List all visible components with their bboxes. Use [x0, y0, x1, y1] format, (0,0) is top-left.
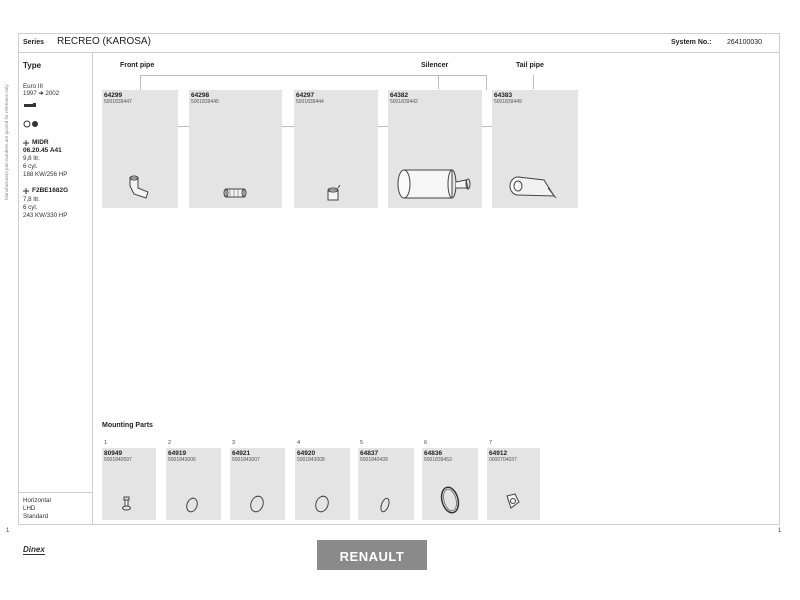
- part-number: 64912: [489, 450, 508, 457]
- mounting-part-card[interactable]: [295, 440, 350, 520]
- type-footer-divider: [18, 492, 93, 493]
- flex-pipe-icon: [223, 186, 249, 200]
- oem-number: 5001839445: [191, 99, 219, 105]
- year-from: 1997: [23, 90, 37, 97]
- reference-note: Manufacturers part numbers are quoted for reference only: [4, 84, 9, 200]
- year-range: [23, 90, 59, 97]
- system-number-label: System No.:: [671, 39, 712, 46]
- mounting-part-card[interactable]: [422, 440, 478, 520]
- part-card[interactable]: [492, 90, 578, 208]
- oem-number: 0000704037: [489, 457, 517, 463]
- engine-icon: [23, 188, 30, 194]
- oem-number: 5001840597: [104, 457, 132, 463]
- type-title: Type: [23, 61, 42, 70]
- renault-button[interactable]: RENAULT: [317, 540, 427, 570]
- part-number: 64299: [104, 92, 123, 99]
- oem-number: 5001840439: [360, 457, 388, 463]
- silencer-icon: [396, 164, 476, 204]
- engine-2-displacement: 7,8 ltr.: [23, 196, 40, 203]
- engine-1-code2: 06.20.45 A41: [23, 147, 62, 154]
- mounting-part-card[interactable]: [487, 440, 540, 520]
- part-number: 64297: [296, 92, 315, 99]
- mounting-parts-label: Mounting Parts: [102, 422, 153, 429]
- layout-horizontal: Horizontal: [23, 497, 51, 504]
- type-column-divider: [92, 52, 93, 524]
- series-label: Series: [23, 39, 45, 46]
- item-index: 3: [232, 440, 236, 446]
- oem-number: 5001839453: [424, 457, 452, 463]
- engine-2-power: 243 KW/330 HP: [23, 212, 68, 219]
- part-number: 64836: [424, 450, 443, 457]
- bolt-icon: [120, 496, 134, 512]
- short-pipe-icon: [324, 184, 344, 204]
- bracket-tick: [438, 75, 439, 89]
- system-number-value: 264100030: [727, 39, 763, 46]
- oem-number: 5001843008: [297, 457, 325, 463]
- item-index: 2: [168, 440, 172, 446]
- item-index: 6: [424, 440, 428, 446]
- engine-1-displacement: 9,8 ltr.: [23, 155, 40, 162]
- item-index: 5: [360, 440, 364, 446]
- part-number: 64921: [232, 450, 251, 457]
- item-index: 7: [489, 440, 493, 446]
- item-index: 1: [104, 440, 108, 446]
- oem-number: 5001839442: [390, 99, 418, 105]
- gasket-ring-icon: [184, 496, 200, 514]
- oem-number: 5001843007: [232, 457, 260, 463]
- left-marker: 1: [6, 528, 10, 534]
- part-card[interactable]: [189, 90, 282, 208]
- oem-number: 5001839449: [494, 99, 522, 105]
- silencer-label: Silencer: [421, 62, 449, 69]
- oem-number: 5001839447: [104, 99, 132, 105]
- clamp-ring-icon: [438, 484, 462, 516]
- part-number: 64919: [168, 450, 187, 457]
- engine-2-cylinders: 6 cyl.: [23, 204, 38, 211]
- flange-icon: [505, 492, 521, 510]
- tail-pipe-icon: [508, 174, 564, 202]
- year-to: 2002: [45, 90, 60, 97]
- engine-icon: [23, 140, 30, 146]
- bracket-tick: [533, 75, 534, 89]
- gasket-ring-icon: [378, 496, 392, 514]
- part-number: 64383: [494, 92, 513, 99]
- layout-standard: Standard: [23, 513, 49, 520]
- front-pipe-label: Front pipe: [120, 62, 155, 69]
- part-number: 64837: [360, 450, 379, 457]
- part-connector: [378, 126, 388, 127]
- mounting-part-card[interactable]: [358, 440, 414, 520]
- oem-number: 5001839444: [296, 99, 324, 105]
- arrow-icon: ➔: [38, 90, 44, 97]
- engine-1-cylinders: 6 cyl.: [23, 163, 38, 170]
- gasket-ring-icon: [248, 494, 266, 514]
- bent-pipe-icon: [124, 174, 154, 202]
- part-number: 64382: [390, 92, 409, 99]
- item-index: 4: [297, 440, 301, 446]
- group-bracket: [140, 75, 487, 90]
- emission-standard: Euro III: [23, 83, 43, 90]
- series-value: RECREO (KAROSA): [57, 36, 151, 47]
- layout-lhd: LHD: [23, 505, 36, 512]
- dinex-logo: Dinex: [23, 545, 45, 554]
- part-connector: [482, 126, 492, 127]
- page-number: 1: [778, 528, 782, 534]
- engine-2-code: F2BE1682G: [32, 187, 69, 194]
- part-card[interactable]: [102, 90, 178, 208]
- gasket-ring-icon: [313, 494, 331, 514]
- header-divider: [18, 52, 780, 53]
- mounting-part-card[interactable]: [166, 440, 221, 520]
- part-card[interactable]: [294, 90, 378, 208]
- bus-icon: [23, 103, 37, 109]
- engine-1-power: 188 KW/256 HP: [23, 171, 68, 178]
- lhd-icon: [23, 120, 39, 128]
- mounting-part-card[interactable]: [102, 440, 156, 520]
- engine-1-code: MIDR: [32, 139, 49, 146]
- mounting-part-card[interactable]: [230, 440, 285, 520]
- part-card[interactable]: [388, 90, 482, 208]
- part-number: 80949: [104, 450, 123, 457]
- tail-pipe-label: Tail pipe: [516, 62, 544, 69]
- part-number: 64298: [191, 92, 210, 99]
- part-number: 64920: [297, 450, 316, 457]
- oem-number: 5001843006: [168, 457, 196, 463]
